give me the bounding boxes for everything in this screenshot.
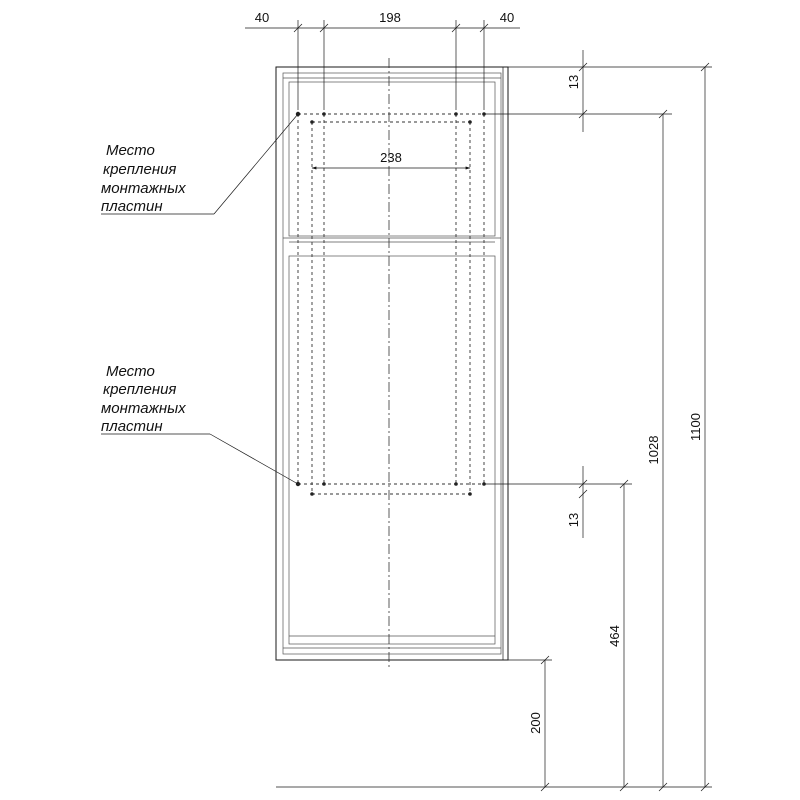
mount-point	[310, 492, 314, 496]
mount-point	[322, 112, 326, 116]
upper-annotation-line-3: монтажных	[101, 180, 186, 197]
top-dimensions	[245, 10, 520, 110]
lower-leader-line	[210, 434, 298, 484]
lower-annotation-line-4: пластин	[101, 418, 163, 435]
lower-compartment	[289, 256, 495, 644]
dim-base-height: 200	[528, 712, 543, 734]
mount-point	[468, 120, 472, 124]
dim-mount-height: 1028	[646, 435, 661, 465]
upper-annotation	[101, 114, 298, 215]
mounting-plate-outlines	[298, 114, 484, 494]
inner-width-dimension	[312, 150, 470, 168]
dim-total-height: 1100	[688, 413, 703, 441]
dim-lower-offset: 13	[566, 512, 581, 528]
mount-point	[468, 492, 472, 496]
dim-inner-width: 238	[380, 150, 402, 165]
lower-annotation-line-3: монтажных	[101, 400, 186, 417]
lower-annotation-line-2: крепления	[103, 381, 177, 398]
mount-point	[310, 120, 314, 124]
dim-top-left: 40	[254, 10, 270, 25]
mount-point	[454, 482, 458, 486]
upper-annotation-line-1: Место	[106, 142, 155, 159]
upper-annotation-line-2: крепления	[103, 161, 177, 178]
dim-lower-mount-height: 464	[607, 625, 622, 647]
lower-annotation-line-1: Место	[106, 363, 155, 380]
dim-top-middle: 198	[379, 10, 401, 25]
right-dimensions	[276, 50, 712, 791]
dim-top-offset: 13	[566, 74, 581, 90]
upper-leader-line	[214, 114, 298, 214]
mount-point	[454, 112, 458, 116]
mount-point	[322, 482, 326, 486]
upper-annotation-line-4: пластин	[101, 198, 163, 215]
dim-top-right: 40	[499, 10, 515, 25]
lower-annotation	[101, 363, 298, 484]
